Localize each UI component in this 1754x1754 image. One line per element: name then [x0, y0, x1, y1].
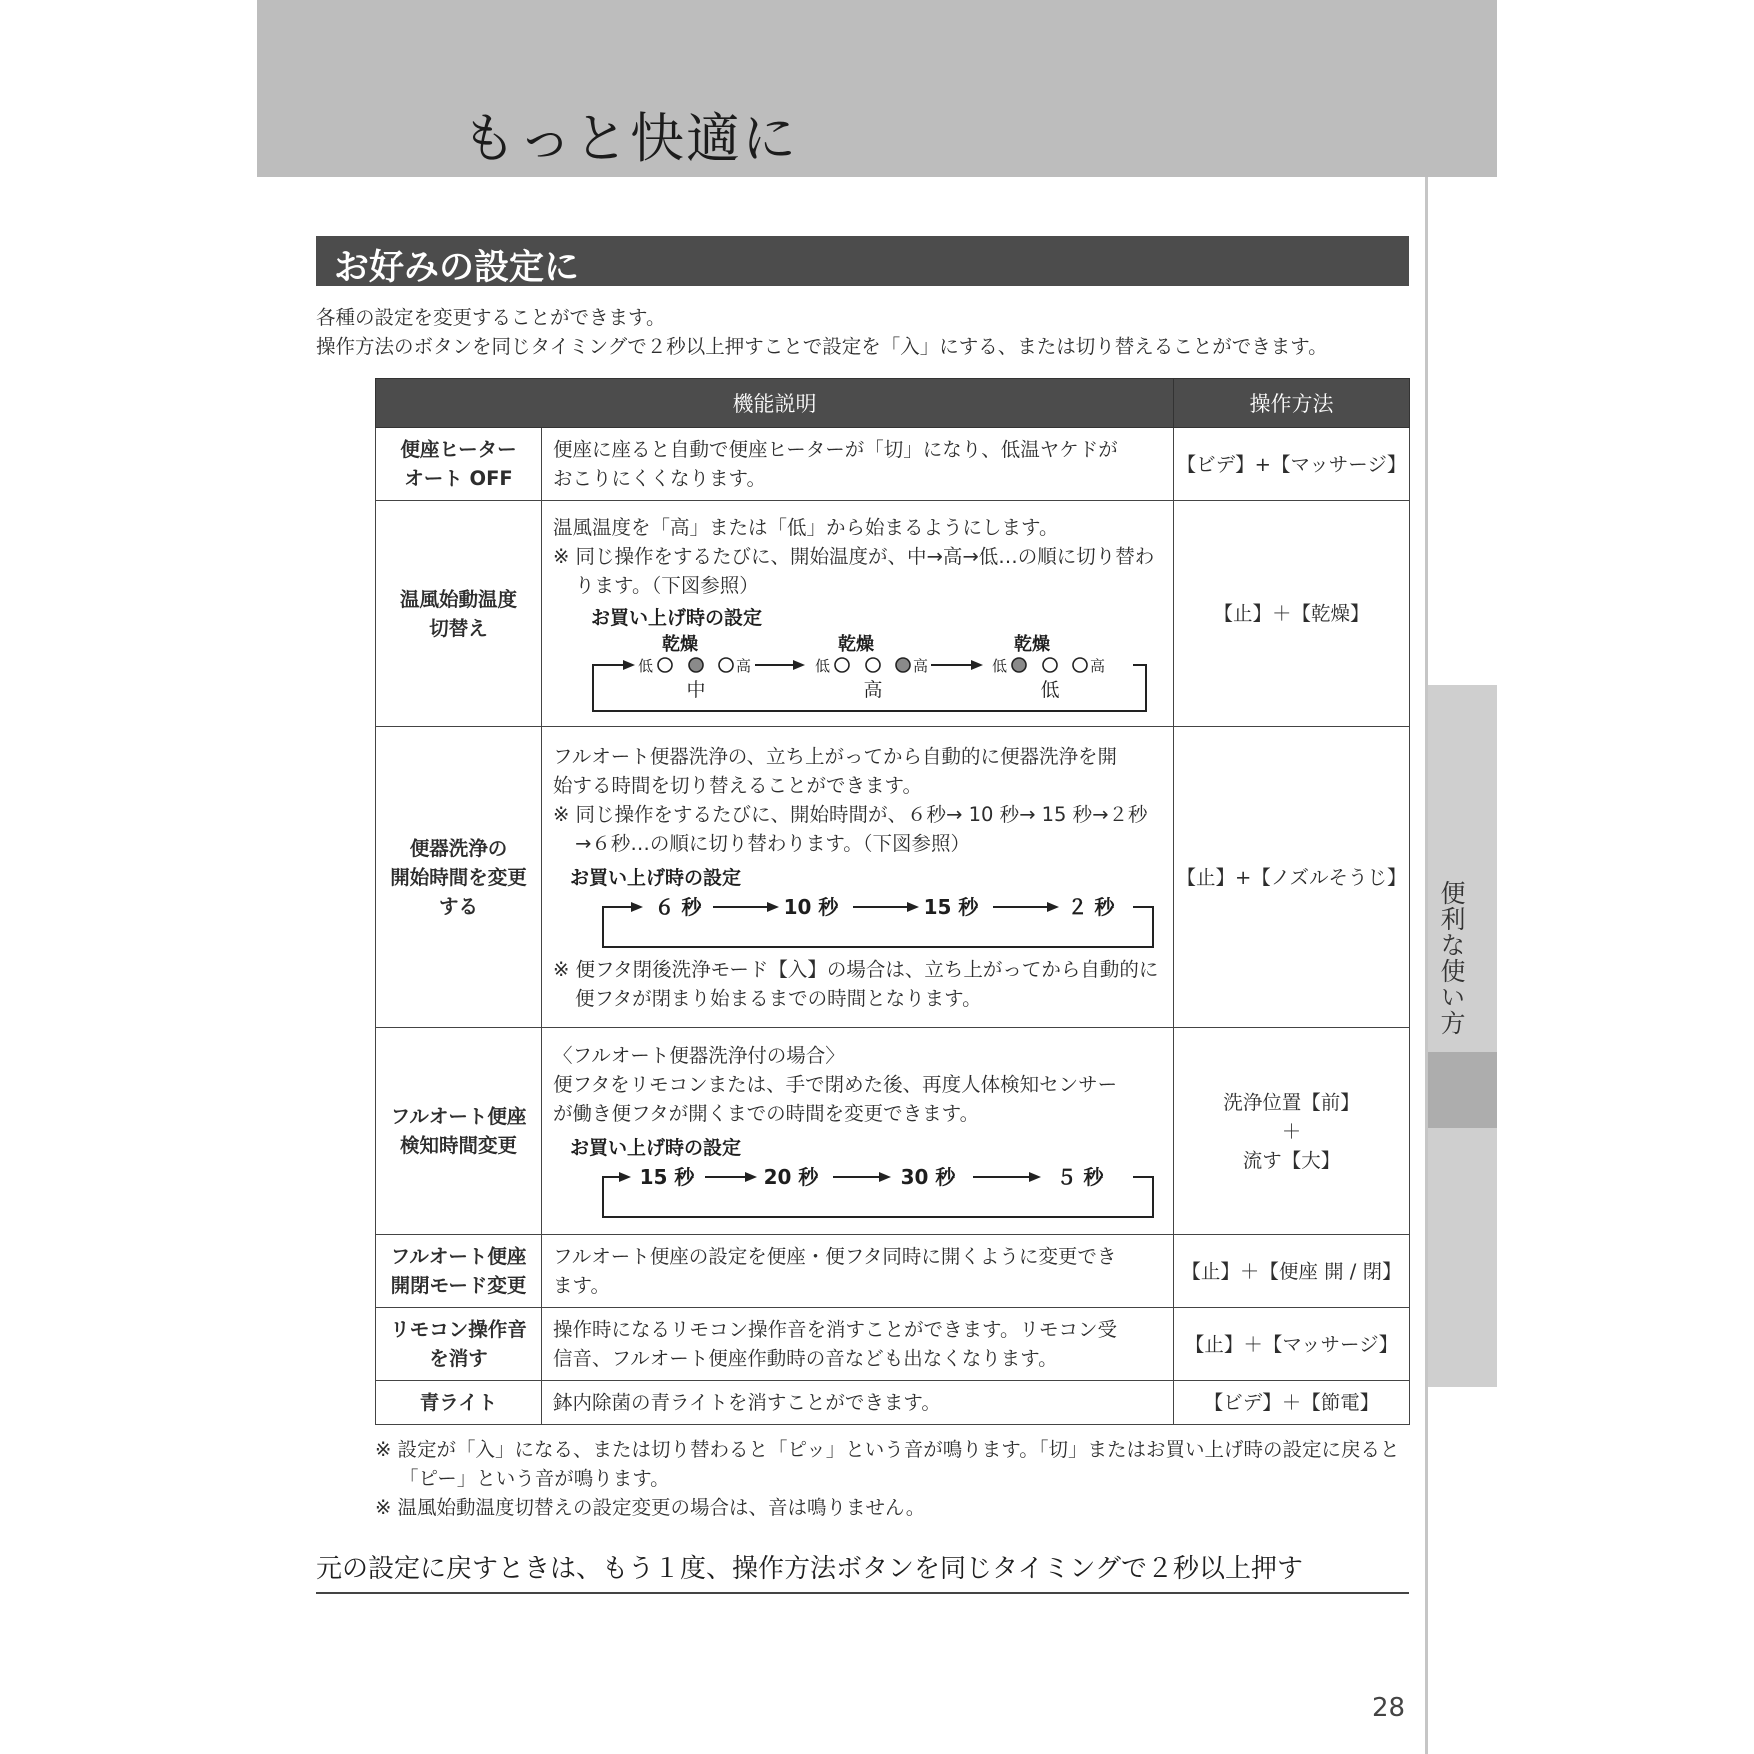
function-name-line: オート OFF	[404, 467, 513, 490]
operation-line: 流す【大】	[1242, 1148, 1341, 1172]
function-name	[376, 428, 542, 501]
section-heading-bar	[316, 236, 1409, 286]
intro-line: 操作方法のボタンを同じタイミングで２秒以上押すことで設定を「入」にする、または切り替えることができます。	[316, 335, 1328, 358]
function-name	[376, 1308, 542, 1381]
function-name-line: する	[438, 894, 478, 918]
function-description	[542, 501, 1174, 727]
function-name-line: を消す	[429, 1347, 488, 1370]
function-name-line: 開始時間を変更	[390, 865, 527, 889]
function-description	[542, 727, 1174, 1028]
table-row	[376, 727, 1410, 1028]
dry-label: 乾燥	[662, 633, 698, 655]
function-name	[376, 1381, 542, 1425]
table-header-row	[376, 379, 1410, 428]
cycle-step: 15 秒	[923, 894, 979, 919]
desc-line: おこりにくくなります。	[553, 467, 766, 490]
function-name-line: 切替え	[429, 616, 488, 640]
reset-instruction-heading: 元の設定に戻すときは、もう１度、操作方法ボタンを同じタイミングで２秒以上押す	[316, 1548, 1409, 1594]
temperature-cycle-diagram	[553, 633, 1163, 715]
operation-method: 【止】＋【マッサージ】	[1174, 1308, 1410, 1381]
page-number: 28	[1372, 1693, 1406, 1723]
desc-line: ます。	[553, 1274, 610, 1297]
seat-detection-cycle-diagram	[553, 1163, 1163, 1221]
function-description	[542, 428, 1174, 501]
intro-line: 各種の設定を変更することができます。	[316, 306, 666, 329]
section-title: お好みの設定に	[334, 248, 580, 288]
operation-method: 【止】+【ノズルそうじ】	[1174, 727, 1410, 1028]
state-label: 低	[1040, 678, 1060, 701]
operation-method: 【止】＋【便座 開 / 閉】	[1174, 1235, 1410, 1308]
dry-label: 乾燥	[838, 633, 874, 655]
function-name-line: フルオート便座	[390, 1245, 527, 1268]
operation-line: 洗浄位置【前】	[1223, 1090, 1360, 1114]
function-description	[542, 1235, 1174, 1308]
diagram-title: お買い上げ時の設定	[591, 606, 763, 629]
desc-line: フルオート便器洗浄の、立ち上がってから自動的に便器洗浄を開	[553, 744, 1117, 768]
function-name	[376, 727, 542, 1028]
function-name	[376, 1235, 542, 1308]
desc-note: ※ 同じ操作をするたびに、開始時間が、６秒→ 10 秒→ 15 秒→２秒→６秒…の順に切り替わります。（下図参照）	[553, 802, 1148, 855]
operation-line: ＋	[1281, 1119, 1302, 1143]
function-name-line: フルオート便座	[390, 1105, 527, 1128]
desc-line: 〈フルオート便器洗浄付の場合〉	[553, 1044, 845, 1067]
high-mark: 高	[736, 656, 752, 675]
operation-method	[1174, 1028, 1410, 1235]
function-name-line: 開閉モード変更	[390, 1274, 527, 1297]
low-mark: 低	[815, 656, 831, 675]
desc-note: ※ 同じ操作をするたびに、開始温度が、中→高→低…の順に切り替わります。（下図参照）	[553, 544, 1155, 597]
flush-time-cycle-diagram	[553, 893, 1163, 951]
header-operation: 操作方法	[1174, 379, 1410, 428]
cycle-step: ５ 秒	[1056, 1165, 1104, 1189]
operation-method: 【ビデ】＋【節電】	[1174, 1381, 1410, 1425]
function-name	[376, 501, 542, 727]
settings-table	[375, 378, 1410, 1425]
function-description	[542, 1028, 1174, 1235]
desc-line: 始する時間を切り替えることができます。	[553, 773, 922, 797]
low-mark: 低	[638, 656, 654, 675]
function-name-line: 検知時間変更	[399, 1134, 517, 1157]
function-name-line: 温風始動温度	[399, 587, 517, 611]
function-name-line: 青ライト	[419, 1391, 498, 1414]
desc-line: 便フタをリモコンまたは、手で閉めた後、再度人体検知センサー	[553, 1073, 1118, 1096]
diagram-title: お買い上げ時の設定	[570, 1137, 742, 1159]
desc-line: 便座に座ると自動で便座ヒーターが「切」になり、低温ヤケドが	[553, 438, 1118, 461]
function-name	[376, 1028, 542, 1235]
footnote: ※ 設定が「入」になる、または切り替わると「ピッ」という音が鳴ります。「切」またはお買い上げ時の設定に戻ると「ピー」という音が鳴ります。	[375, 1438, 1400, 1490]
state-label: 中	[686, 678, 706, 701]
function-name-line: リモコン操作音	[390, 1318, 527, 1341]
side-index-label: 便利な使い方	[1437, 880, 1466, 1036]
table-row	[376, 1308, 1410, 1381]
cycle-step: 20 秒	[763, 1165, 819, 1189]
chapter-header-band	[257, 0, 1497, 177]
cycle-step: ６ 秒	[654, 894, 702, 919]
cycle-step: ２ 秒	[1067, 894, 1115, 919]
table-row	[376, 1028, 1410, 1235]
function-description	[542, 1308, 1174, 1381]
high-mark: 高	[1090, 656, 1106, 675]
desc-note: ※ 便フタ閉後洗浄モード【入】の場合は、立ち上がってから自動的に便フタが閉まり始まるまでの時間となります。	[553, 957, 1159, 1010]
operation-method: 【止】＋【乾燥】	[1174, 501, 1410, 727]
table-row	[376, 1235, 1410, 1308]
footnotes	[375, 1435, 1415, 1522]
cycle-step: 15 秒	[639, 1165, 695, 1189]
header-function: 機能説明	[376, 379, 1174, 428]
function-name-line: 便器洗浄の	[409, 836, 508, 860]
diagram-title: お買い上げ時の設定	[570, 866, 742, 889]
table-row	[376, 501, 1410, 727]
function-description	[542, 1381, 1174, 1425]
operation-method: 【ビデ】+【マッサージ】	[1174, 428, 1410, 501]
section-intro	[316, 303, 1328, 361]
side-index-tab	[1428, 685, 1497, 1387]
cycle-step: 30 秒	[900, 1165, 956, 1189]
state-label: 高	[863, 678, 883, 701]
desc-line: が働き便フタが開くまでの時間を変更できます。	[553, 1102, 980, 1125]
low-mark: 低	[992, 656, 1008, 675]
desc-line: 鉢内除菌の青ライトを消すことができます。	[553, 1391, 941, 1414]
desc-line: フルオート便座の設定を便座・便フタ同時に開くように変更でき	[553, 1245, 1117, 1268]
table-row	[376, 1381, 1410, 1425]
side-index-marker	[1428, 1052, 1497, 1128]
desc-line: 信音、フルオート便座作動時の音なども出なくなります。	[553, 1347, 1058, 1370]
desc-line: 温風温度を「高」または「低」から始まるようにします。	[553, 515, 1059, 539]
table-row	[376, 428, 1410, 501]
cycle-step: 10 秒	[783, 894, 839, 919]
high-mark: 高	[913, 656, 929, 675]
function-name-line: 便座ヒーター	[400, 438, 517, 461]
dry-label: 乾燥	[1014, 633, 1050, 655]
footnote: ※ 温風始動温度切替えの設定変更の場合は、音は鳴りません。	[375, 1496, 926, 1519]
chapter-title: もっと快適に	[462, 107, 798, 170]
desc-line: 操作時になるリモコン操作音を消すことができます。リモコン受	[553, 1318, 1117, 1341]
